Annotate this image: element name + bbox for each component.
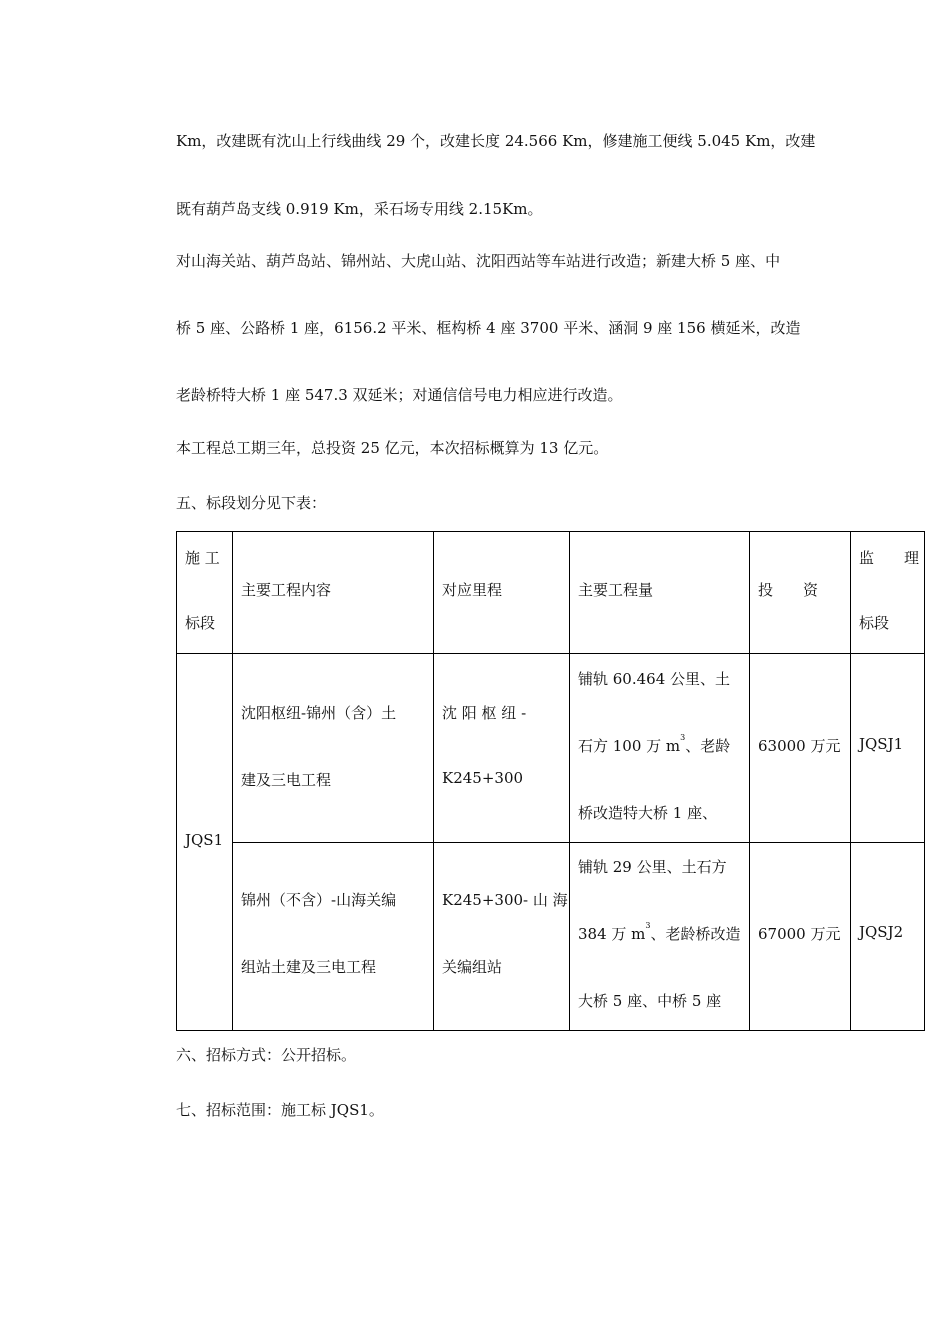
content-line: 锦州（不含）-山海关编 xyxy=(241,891,397,909)
header-mileage xyxy=(434,532,570,654)
paragraph-line: 桥 5 座、公路桥 1 座，6156.2 平米、框构桥 4 座 3700 平米、涵洞 9 座 156 横延米，改造 xyxy=(176,319,801,337)
content-cell xyxy=(233,654,434,843)
mileage-line: 关编组站 xyxy=(442,958,503,976)
quantity-line: 大桥 5 座、中桥 5 座 xyxy=(578,992,722,1010)
table-row xyxy=(177,843,925,1031)
content-cell xyxy=(233,843,434,1031)
mileage-line: K245+300- 山 海 xyxy=(442,891,568,909)
paragraph-line: Km，改建既有沈山上行线曲线 29 个，改建长度 24.566 Km，修建施工便线 5.045 Km，改建 xyxy=(176,132,816,150)
quantity-line: 桥改造特大桥 1 座、 xyxy=(578,804,718,822)
quantity-cell xyxy=(570,654,750,843)
paragraph-line: 七、招标范围：施工标 JQS1。 xyxy=(176,1101,384,1119)
quantity-text: 384 万 m xyxy=(578,925,646,943)
header-investment xyxy=(750,532,851,654)
paragraph-line: 老龄桥特大桥 1 座 547.3 双延米；对通信信号电力相应进行改造。 xyxy=(176,386,623,404)
paragraph-line: 对山海关站、葫芦岛站、锦州站、大虎山站、沈阳西站等车站进行改造；新建大桥 5 座、中 xyxy=(176,252,781,270)
table-header-row xyxy=(177,532,925,654)
quantity-line: 铺轨 29 公里、土石方 xyxy=(578,858,727,876)
supervision-value: JQSJ2 xyxy=(859,923,904,941)
superscript: 3 xyxy=(680,733,686,742)
content-line: 建及三电工程 xyxy=(241,771,332,789)
quantity-line xyxy=(578,923,741,944)
investment-cell xyxy=(750,843,851,1031)
header-quantity xyxy=(570,532,750,654)
header-section xyxy=(177,532,233,654)
header-supervision xyxy=(851,532,925,654)
header-section-line2: 标段 xyxy=(185,614,216,632)
supervision-cell xyxy=(851,843,925,1031)
content-line: 组站土建及三电工程 xyxy=(241,958,377,976)
supervision-value: JQSJ1 xyxy=(859,735,904,753)
section-cell xyxy=(177,654,233,1031)
mileage-cell xyxy=(434,654,570,843)
mileage-cell xyxy=(434,843,570,1031)
paragraph-line: 既有葫芦岛支线 0.919 Km，采石场专用线 2.15Km。 xyxy=(176,200,543,218)
quantity-text: 、老龄桥改造 xyxy=(650,925,741,943)
bid-section-table xyxy=(176,531,925,1031)
quantity-text: 石方 100 万 m xyxy=(578,737,681,755)
mileage-line: 沈 阳 枢 纽 - xyxy=(442,704,527,722)
superscript: 3 xyxy=(645,921,651,930)
quantity-line xyxy=(578,735,730,756)
section-value: JQS1 xyxy=(185,830,224,849)
investment-cell xyxy=(750,654,851,843)
paragraph-line: 六、招标方式：公开招标。 xyxy=(176,1046,357,1064)
header-section-line1: 施 工 xyxy=(185,549,220,567)
header-supervision-line1: 监 理 xyxy=(859,549,920,567)
quantity-text: 、老龄 xyxy=(685,737,731,755)
supervision-cell xyxy=(851,654,925,843)
table-row xyxy=(177,654,925,843)
header-content-label: 主要工程内容 xyxy=(241,581,332,599)
header-investment-label: 投 资 xyxy=(758,581,819,599)
header-mileage-label: 对应里程 xyxy=(442,581,503,599)
header-content xyxy=(233,532,434,654)
quantity-line: 铺轨 60.464 公里、土 xyxy=(578,670,731,688)
quantity-cell xyxy=(570,843,750,1031)
section-heading: 五、标段划分见下表： xyxy=(176,494,327,512)
investment-value: 63000 万元 xyxy=(758,737,841,755)
paragraph-line: 本工程总工期三年，总投资 25 亿元，本次招标概算为 13 亿元。 xyxy=(176,439,609,457)
header-quantity-label: 主要工程量 xyxy=(578,581,654,599)
investment-value: 67000 万元 xyxy=(758,925,841,943)
header-supervision-line2: 标段 xyxy=(859,614,890,632)
mileage-line: K245+300 xyxy=(442,769,524,787)
content-line: 沈阳枢纽-锦州（含）土 xyxy=(241,704,397,722)
